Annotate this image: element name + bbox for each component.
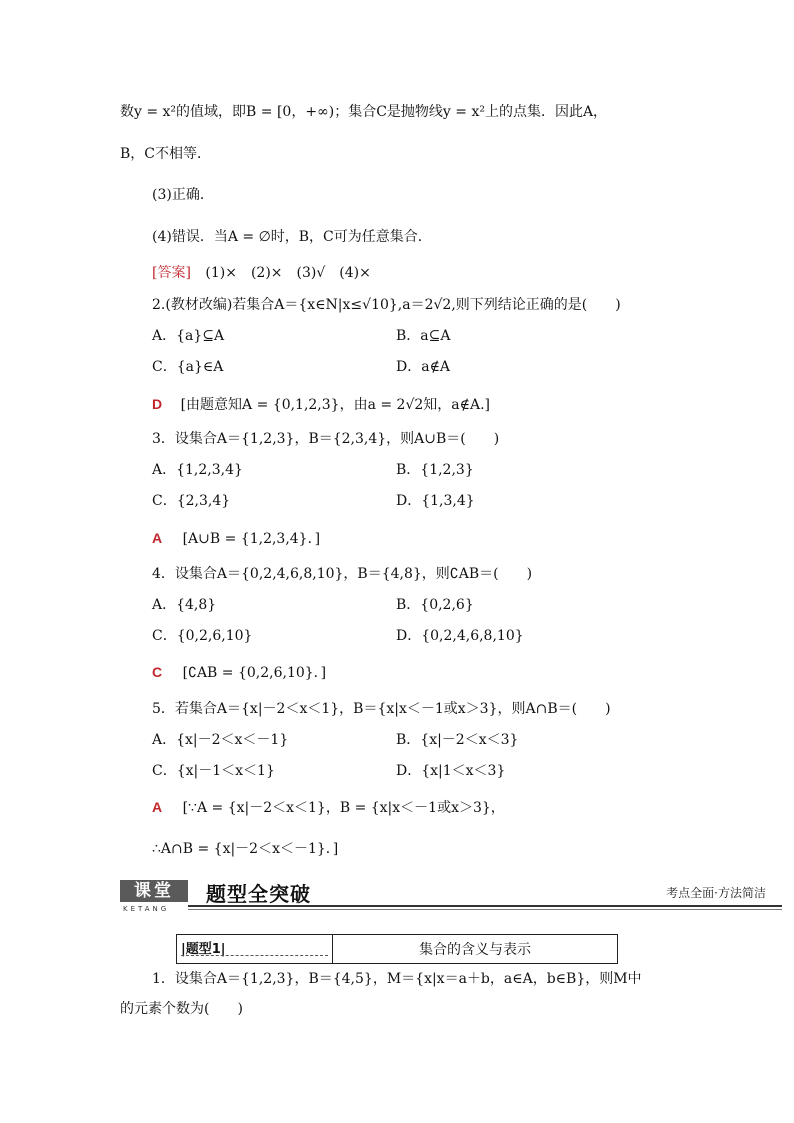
text-line: (4)错误．当A = ∅时，B，C可为任意集合．	[152, 229, 432, 245]
question-stem-cont: 的元素个数为( )	[120, 1001, 243, 1017]
answer-line	[152, 264, 371, 282]
answer-letter: C	[152, 664, 163, 680]
topic-tag-dash	[181, 955, 328, 956]
banner-title: 题型全突破	[206, 882, 311, 906]
option-b: B．a⊆A	[396, 328, 451, 344]
option-c: C．{x|－1＜x＜1}	[152, 763, 275, 779]
topic-tag: |题型1|	[181, 942, 226, 957]
topic-tag-cell	[177, 935, 333, 963]
answer-letter: A	[152, 799, 163, 815]
answer-explanation: [A∪B = {1,2,3,4}．]	[182, 531, 321, 547]
option-b: B．{1,2,3}	[396, 462, 474, 478]
option-b: B．{0,2,6}	[396, 597, 474, 613]
answer-explanation: [∵A = {x|－2＜x＜1}，B = {x|x＜－1或x＞3}，	[182, 800, 505, 816]
text-line: B，C不相等．	[120, 146, 211, 162]
topic-title: 集合的含义与表示	[419, 942, 531, 958]
option-a: A．{1,2,3,4}	[152, 462, 243, 478]
topic-table	[176, 934, 618, 964]
option-d: D．{1,3,4}	[396, 493, 475, 509]
answer-values: (1)× (2)× (3)√ (4)×	[205, 265, 371, 281]
answer-line	[152, 395, 490, 414]
option-a: A．{x|－2＜x＜－1}	[152, 732, 289, 748]
question-stem: 3．设集合A＝{1,2,3}，B＝{2,3,4}，则A∪B＝( )	[152, 431, 500, 447]
answer-letter: A	[152, 530, 163, 546]
option-a: A．{4,8}	[152, 597, 217, 613]
answer-line	[152, 798, 505, 817]
answer-key-label: [答案]	[152, 265, 191, 281]
question-stem: 5．若集合A＝{x|－2＜x＜1}，B＝{x|x＜－1或x＞3}，则A∩B＝( )	[152, 701, 611, 717]
option-c: C．{0,2,6,10}	[152, 628, 253, 644]
answer-explanation-cont: ∴A∩B = {x|－2＜x＜－1}．]	[152, 841, 339, 857]
banner-label-box: 课堂	[120, 880, 188, 902]
answer-line	[152, 663, 326, 682]
banner-tagline: 考点全面·方法简洁	[666, 886, 766, 900]
answer-explanation: [∁AB = {0,2,6,10}．]	[182, 665, 327, 681]
banner-rule-thin	[188, 909, 782, 910]
option-a: A．{a}⊆A	[152, 328, 225, 344]
text-line: (3)正确．	[152, 187, 214, 203]
section-banner	[120, 878, 782, 914]
banner-pinyin: KETANG	[123, 905, 170, 913]
answer-line	[152, 529, 320, 548]
question-stem: 1．设集合A＝{1,2,3}，B＝{4,5}，M＝{x|x＝a＋b，a∈A，b∈B}，则M中	[152, 971, 642, 987]
answer-explanation: [由题意知A = {0,1,2,3}，由a = 2√2知，a∉A.]	[180, 397, 491, 413]
option-c: C．{a}∈A	[152, 359, 224, 375]
option-d: D．a∉A	[396, 359, 451, 375]
option-c: C．{2,3,4}	[152, 493, 231, 509]
option-b: B．{x|－2＜x＜3}	[396, 732, 519, 748]
text-line: 数y = x²的值域，即B = [0，+∞)；集合C是抛物线y = x²上的点集．因此A，	[120, 104, 608, 120]
option-d: D．{x|1＜x＜3}	[396, 763, 506, 779]
option-d: D．{0,2,4,6,8,10}	[396, 628, 524, 644]
question-stem: 4．设集合A＝{0,2,4,6,8,10}，B＝{4,8}，则∁AB＝( )	[152, 566, 533, 582]
answer-letter: D	[152, 396, 163, 412]
question-stem: 2.(教材改编)若集合A＝{x∈N|x≤√10},a＝2√2,则下列结论正确的是( )	[152, 297, 621, 313]
